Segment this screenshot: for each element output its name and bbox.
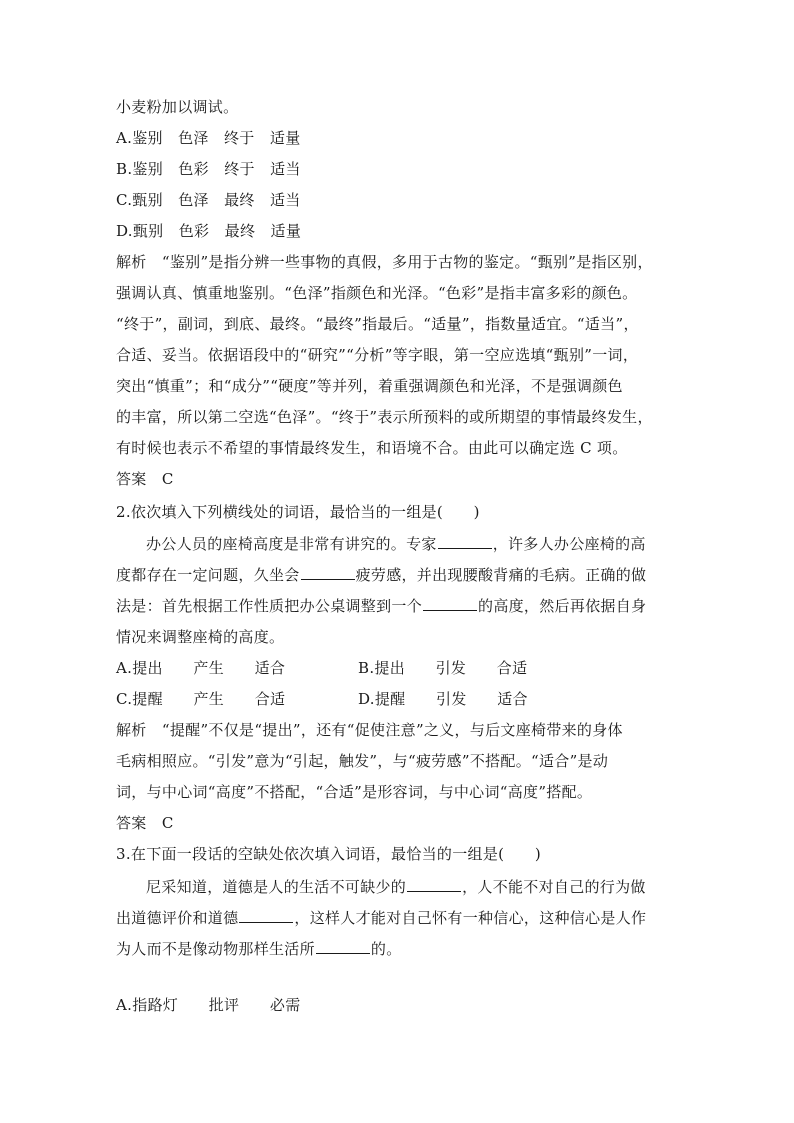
q1-option-c: C.甄别 色泽 最终 适当: [116, 191, 301, 209]
q2-passage-line: 度都存在一定问题，久坐会 疲劳感，并出现腰酸背痛的毛病。正确的做: [116, 566, 647, 584]
q3-passage-line: 尼采知道，道德是人的生活不可缺少的 ，人不能不对自己的行为做: [146, 878, 646, 896]
q2-passage-line: 情况来调整座椅的高度。: [116, 628, 285, 646]
fill-blank: [407, 877, 461, 892]
q1-analysis-line: 强调认真、慎重地鉴别。“色泽”指颜色和光泽。“色彩”是指丰富多彩的颜色。: [116, 284, 638, 302]
q1-analysis-line: 有时候也表示不希望的事情最终发生，和语境不合。由此可以确定选 C 项。: [116, 439, 628, 457]
q2-stem: 2.依次填入下列横线处的词语，最恰当的一组是( ): [116, 503, 480, 521]
q2-option-b: B.提出 引发 合适: [358, 659, 528, 677]
q1-analysis-line: 的丰富，所以第二空选“色泽”。“终于”表示所预料的或所期望的事情最终发生，: [116, 408, 653, 426]
q2-passage-line: 办公人员的座椅高度是非常有讲究的。专家 ，许多人办公座椅的高: [146, 535, 646, 553]
q2-options-row: [116, 657, 686, 679]
fill-blank: [423, 596, 477, 611]
q2-answer: 答案 C: [116, 814, 174, 832]
q1-analysis-line: “终于”，副词，到底、最终。“最终”指最后。“适量”，指数量适宜。“适当”，: [116, 315, 639, 333]
q1-option-a: A.鉴别 色泽 终于 适量: [116, 129, 301, 147]
fill-blank: [239, 908, 293, 923]
q2-analysis-line: 毛病相照应。“引发”意为“引起，触发”，与“疲劳感”不搭配。“适合”是动: [116, 752, 609, 770]
q3-stem: 3.在下面一段话的空缺处依次填入词语，最恰当的一组是( ): [116, 845, 542, 863]
q1-carry-line: 小麦粉加以调试。: [116, 98, 239, 116]
q2-analysis-line: 词，与中心词“高度”不搭配，“合适”是形容词，与中心词“高度”搭配。: [116, 783, 593, 801]
q2-analysis-line: 解析 “提醒”不仅是“提出”，还有“促使注意”之义，与后文座椅带来的身体: [116, 721, 623, 739]
q1-answer: 答案 C: [116, 470, 174, 488]
q2-option-c: C.提醒 产生 合适: [116, 690, 286, 708]
q1-analysis-line: 突出“慎重”；和“成分”“硬度”等并列，着重强调颜色和光泽，不是强调颜色: [116, 377, 623, 395]
q2-option-a: A.提出 产生 适合: [116, 659, 286, 677]
fill-blank: [316, 939, 370, 954]
q3-option-a: A.指路灯 批评 必需: [116, 996, 301, 1014]
q2-option-d: D.提醒 引发 适合: [358, 690, 528, 708]
fill-blank: [438, 534, 492, 549]
q3-passage-line: 出道德评价和道德 ，这样人才能对自己怀有一种信心，这种信心是人作: [116, 909, 647, 927]
q1-analysis-line: 合适、妥当。依据语段中的“研究”“分析”等字眼，第一空应选填“甄别”一词，: [116, 346, 639, 364]
q2-options-row: [116, 688, 686, 710]
q3-passage-line: 为人而不是像动物那样生活所 的。: [116, 940, 402, 958]
q1-option-b: B.鉴别 色彩 终于 适当: [116, 160, 301, 178]
q1-analysis-line: 解析 “鉴别”是指分辨一些事物的真假，多用于古物的鉴定。“甄别”是指区别，: [116, 253, 653, 271]
fill-blank: [301, 565, 355, 580]
q2-passage-line: 法是：首先根据工作性质把办公桌调整到一个 的高度，然后再依据自身: [116, 597, 647, 615]
q1-option-d: D.甄别 色彩 最终 适量: [116, 222, 302, 240]
